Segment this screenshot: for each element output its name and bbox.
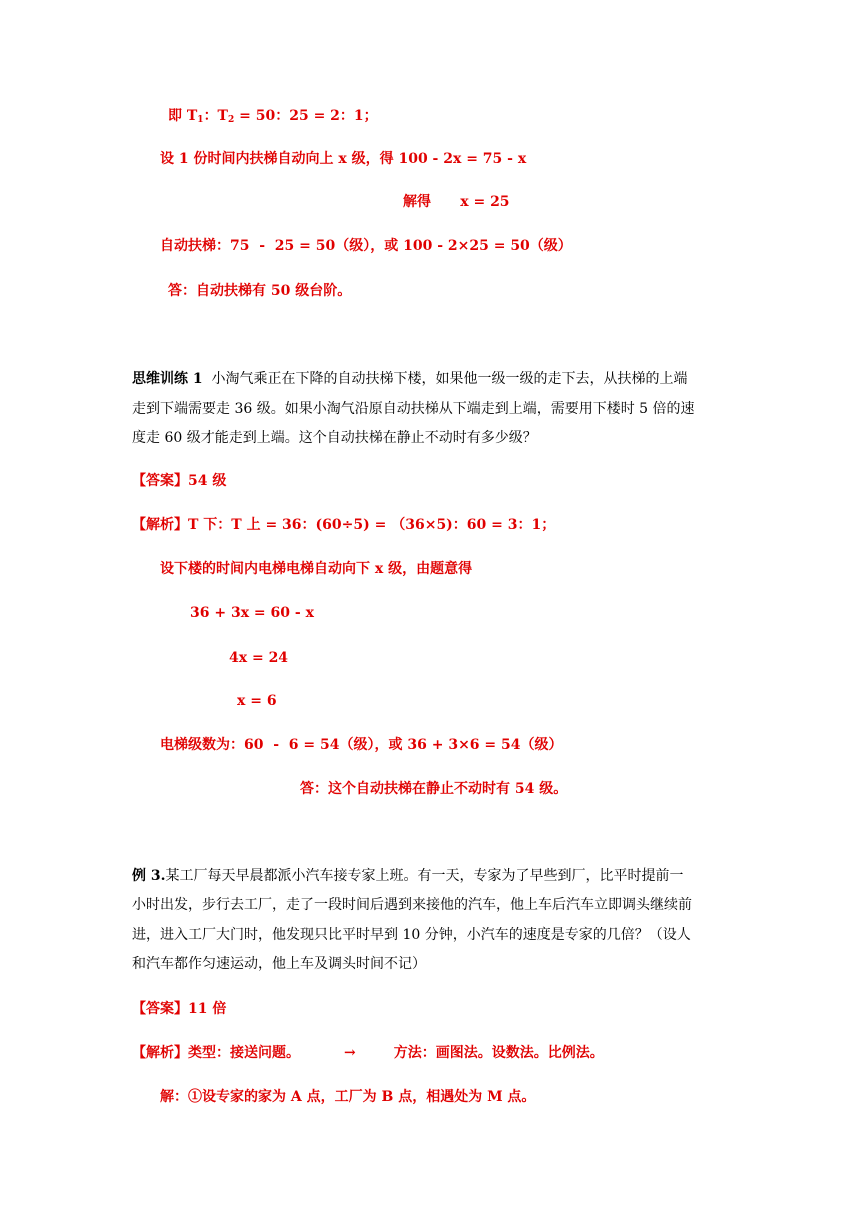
result-line: 自动扶梯：75 - 25 = 50（级），或 100 - 2×25 = 50（级） xyxy=(160,238,572,254)
answer-label: 【答案】 xyxy=(132,1001,188,1017)
example3-line2: 小时出发，步行去工厂，走了一段时间后遇到来接他的汽车，他上车后汽车立即调头继续前 xyxy=(132,897,692,913)
analysis-label: 【解析】 xyxy=(132,1045,188,1061)
answer-value: 54 级 xyxy=(188,473,227,489)
analysis-text: T 下：T 上 = 36：(60÷5) = （36×5)：60 = 3：1； xyxy=(188,517,556,533)
analysis-type: 类型：接送问题。 xyxy=(188,1045,300,1061)
example3-line3: 进，进入工厂大门时，他发现只比平时早到 10 分钟，小汽车的速度是专家的几倍？（设人 xyxy=(132,927,691,943)
exercise1-analysis xyxy=(132,515,555,535)
equation-3: x = 6 xyxy=(237,693,277,709)
answer-value: 11 倍 xyxy=(188,1001,227,1017)
example3-solution: 解：①设专家的家为 A 点，工厂为 B 点，相遇处为 M 点。 xyxy=(160,1089,536,1105)
equation-1: 36 + 3x = 60 - x xyxy=(190,605,314,621)
exercise1-result: 电梯级数为：60 - 6 = 54（级），或 36 + 3×6 = 54（级） xyxy=(160,737,563,753)
example3-text1: 某工厂每天早晨都派小汽车接专家上班。有一天，专家为了早些到厂，比平时提前一 xyxy=(165,868,684,884)
exercise1-answer xyxy=(132,471,226,491)
exercise1-label: 思维训练 1 xyxy=(132,371,203,387)
exercise1-line2: 走到下端需要走 36 级。如果小淘气沿原自动扶梯从下端走到上端，需要用下楼时 5 倍的速 xyxy=(132,401,695,417)
example3-line4: 和汽车都作匀速运动，他上车及调头时间不记） xyxy=(132,956,426,972)
equation-2: 4x = 24 xyxy=(229,650,289,666)
example3-analysis xyxy=(132,1043,604,1063)
analysis-label: 【解析】 xyxy=(132,517,188,533)
arrow-icon: → xyxy=(344,1045,356,1061)
assume-line: 设 1 份时间内扶梯自动向上 x 级，得 100 - 2x = 75 - x xyxy=(160,151,527,167)
analysis-method: 方法：画图法。设数法。比例法。 xyxy=(393,1045,604,1061)
exercise1-text1: 小淘气乘正在下降的自动扶梯下楼，如果他一级一级的走下去，从扶梯的上端 xyxy=(202,371,688,387)
example3-label: 例 3. xyxy=(132,868,166,884)
exercise1-line1 xyxy=(132,369,688,389)
exercise1-setup: 设下楼的时间内电梯电梯自动向下 x 级，由题意得 xyxy=(160,561,473,577)
solve-line: 解得 x = 25 xyxy=(403,194,510,210)
exercise1-line3: 度走 60 级才能走到上端。这个自动扶梯在静止不动时有多少级？ xyxy=(132,430,537,446)
example3-line1 xyxy=(132,866,684,886)
example3-answer xyxy=(132,999,226,1019)
exercise1-conclusion: 答：这个自动扶梯在静止不动时有 54 级。 xyxy=(300,781,568,797)
answer-label: 【答案】 xyxy=(132,473,188,489)
answer-line: 答：自动扶梯有 50 级台阶。 xyxy=(168,283,352,299)
ratio-line: 即 $T_1$：$T_2 = 50$：25 = 2：1； xyxy=(168,108,378,125)
